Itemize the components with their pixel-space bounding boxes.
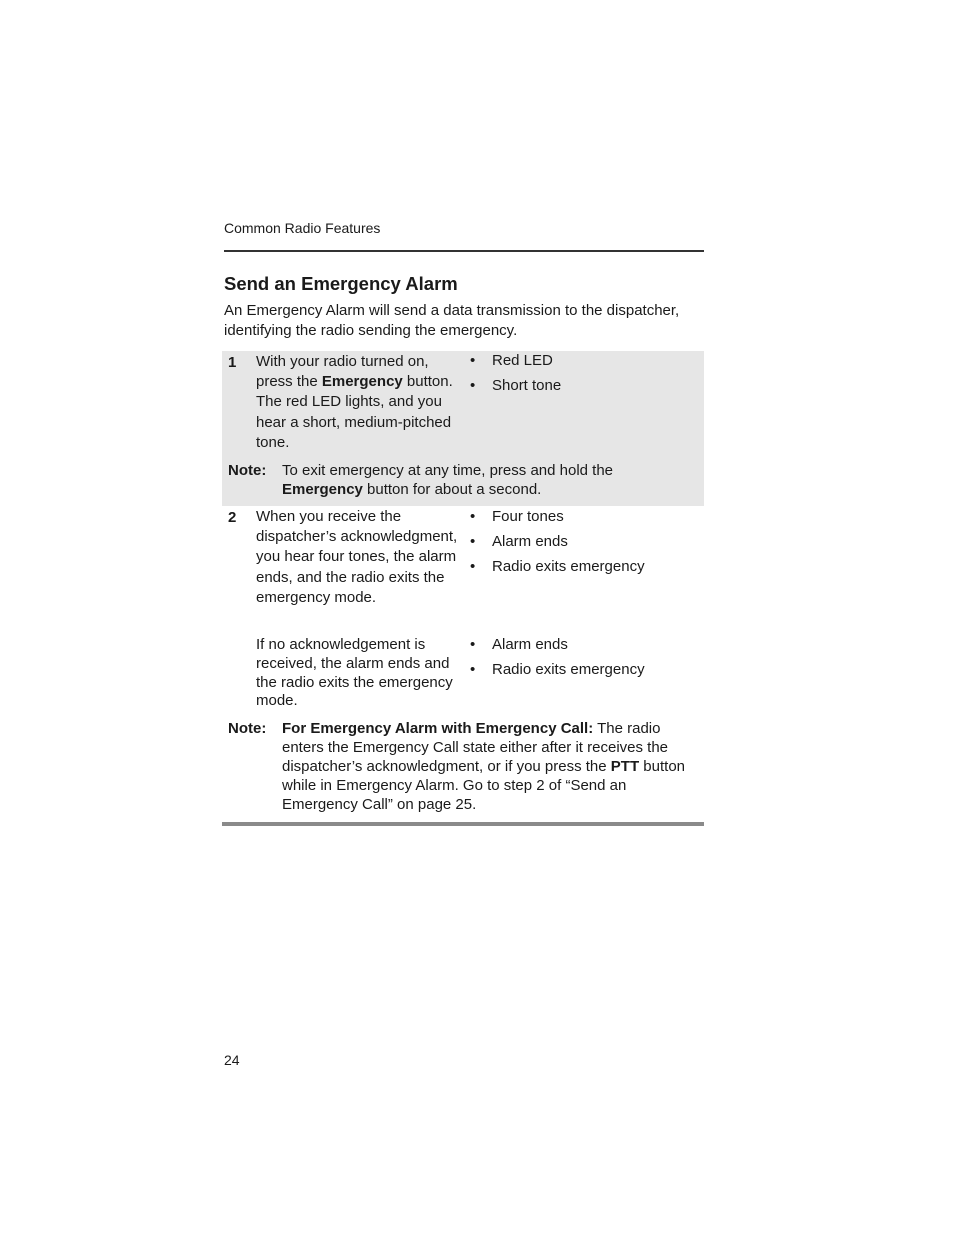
bullet-icon: • (470, 661, 476, 678)
step-number: 2 (228, 509, 237, 526)
result-text: Radio exits emergency (492, 558, 645, 575)
step-note (228, 719, 698, 814)
result-item (470, 376, 561, 396)
result-item (470, 557, 645, 577)
note-text-part: To exit emergency at any time, press and hold the (282, 462, 614, 479)
action-text: With your radio turned on, press the (256, 353, 429, 391)
emergency-button-term: Emergency (321, 373, 403, 391)
result-text: Four tones (492, 508, 564, 525)
result-text: Alarm ends (492, 636, 568, 653)
note-label: Note: (228, 720, 267, 737)
step-results (470, 507, 645, 582)
bullet-icon: • (470, 533, 476, 550)
step-note (228, 461, 698, 499)
note-label: Note: (228, 462, 267, 479)
section-title: Send an Emergency Alarm (224, 273, 458, 294)
result-item (470, 532, 645, 552)
step-action: When you receive the dispatcher’s acknowledgment, you hear four tones, the alarm ends, and the radio exits the emergency mode. (256, 508, 458, 606)
note-text (282, 719, 698, 814)
ptt-button-term: PTT (610, 758, 640, 775)
bullet-icon: • (470, 636, 476, 653)
result-item (470, 660, 645, 680)
bullet-icon: • (470, 558, 476, 575)
step-row-1 (222, 351, 704, 506)
note-heading: For Emergency Alarm with Emergency Call: (282, 720, 594, 737)
header-rule (224, 250, 704, 252)
step-results (470, 351, 561, 401)
step-alt-action: If no acknowledgement is received, the alarm ends and the radio exits the emergency mode. (256, 636, 453, 710)
running-header: Common Radio Features (224, 220, 381, 236)
note-text-part: button while in Emergency Alarm. Go to step 2 of “Send an Emergency Call” on page 25. (282, 758, 686, 813)
bullet-icon: • (470, 377, 476, 394)
page-number: 24 (224, 1052, 240, 1068)
steps-table (222, 351, 704, 826)
step-row-2 (222, 506, 704, 822)
step-action (256, 352, 458, 453)
section-intro: An Emergency Alarm will send a data transmission to the dispatcher, identifying the radio sending the emergency. (224, 302, 680, 339)
step-alt-results (470, 635, 645, 685)
note-text (282, 461, 698, 499)
step-number: 1 (228, 354, 237, 371)
note-text-part: button for about a second. (362, 481, 542, 498)
result-item (470, 507, 645, 527)
result-text: Alarm ends (492, 533, 568, 550)
bullet-icon: • (470, 352, 476, 369)
bullet-icon: • (470, 508, 476, 525)
action-text: button. The red LED lights, and you hear a short, medium-pitched tone. (256, 373, 453, 451)
emergency-button-term: Emergency (282, 481, 363, 498)
result-text: Red LED (492, 352, 553, 369)
result-text: Short tone (492, 377, 562, 394)
note-text-part: The radio enters the Emergency Call state either after it receives the dispatcher’s acknowledgment, or if you press the (282, 720, 669, 775)
result-item (470, 351, 561, 371)
result-item (470, 635, 645, 655)
result-text: Radio exits emergency (492, 661, 645, 678)
